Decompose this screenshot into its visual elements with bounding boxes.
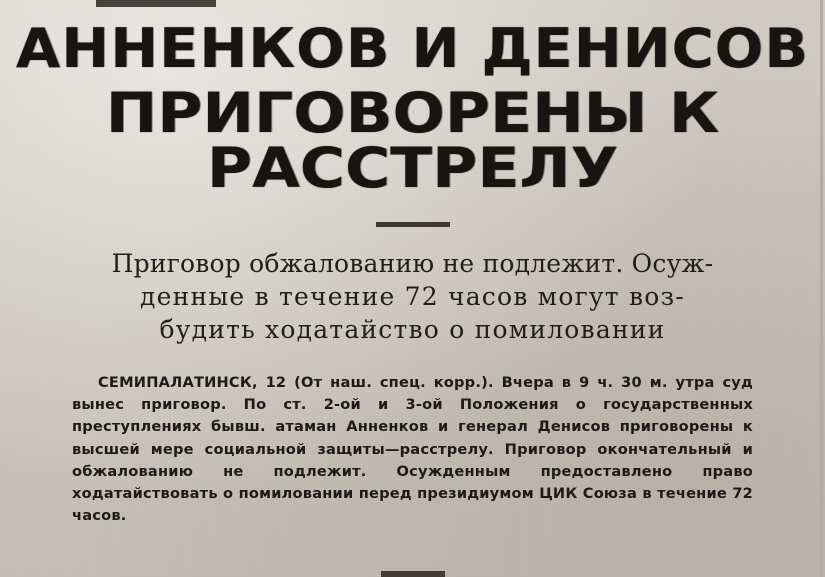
headline-line-2: ПРИГОВОРЕНЫ К РАССТРЕЛУ bbox=[105, 81, 720, 200]
bottom-divider-rule bbox=[381, 571, 445, 577]
body-text-block bbox=[72, 372, 753, 527]
column-edge bbox=[820, 0, 823, 577]
clipping-content bbox=[0, 17, 825, 527]
body-paragraph bbox=[72, 372, 753, 527]
headline bbox=[12, 17, 813, 200]
top-divider-rule bbox=[96, 0, 216, 7]
deck-subheadline bbox=[12, 247, 813, 346]
headline-separator-rule bbox=[376, 222, 450, 227]
deck-line-1: Приговор обжалованию не подлежит. Осуж- bbox=[111, 249, 714, 278]
deck-line-2: денные в течение 72 часов могут воз- bbox=[140, 282, 685, 311]
deck-line-3: будить ходатайство о помиловании bbox=[159, 315, 666, 344]
headline-line-1: АННЕНКОВ И ДЕНИСОВ bbox=[15, 17, 810, 80]
dateline: СЕМИПАЛАТИНСК, 12 (От наш. спец. корр.). bbox=[98, 374, 494, 391]
body-text: Вчера в 9 ч. 30 м. утра суд вынес приговор. По ст. 2-ой и 3-ой Положения о государственных преступлениях бывш. атаман Анненков и генерал Денисов приговорены к высшей мере социальной защиты—расстрелу. Приговор окончательный и обжалованию не подлежит. Осужденным предоставлено право ходатайствовать о помиловании перед президиумом ЦИК Союза в течение 72 часов. bbox=[72, 374, 754, 525]
